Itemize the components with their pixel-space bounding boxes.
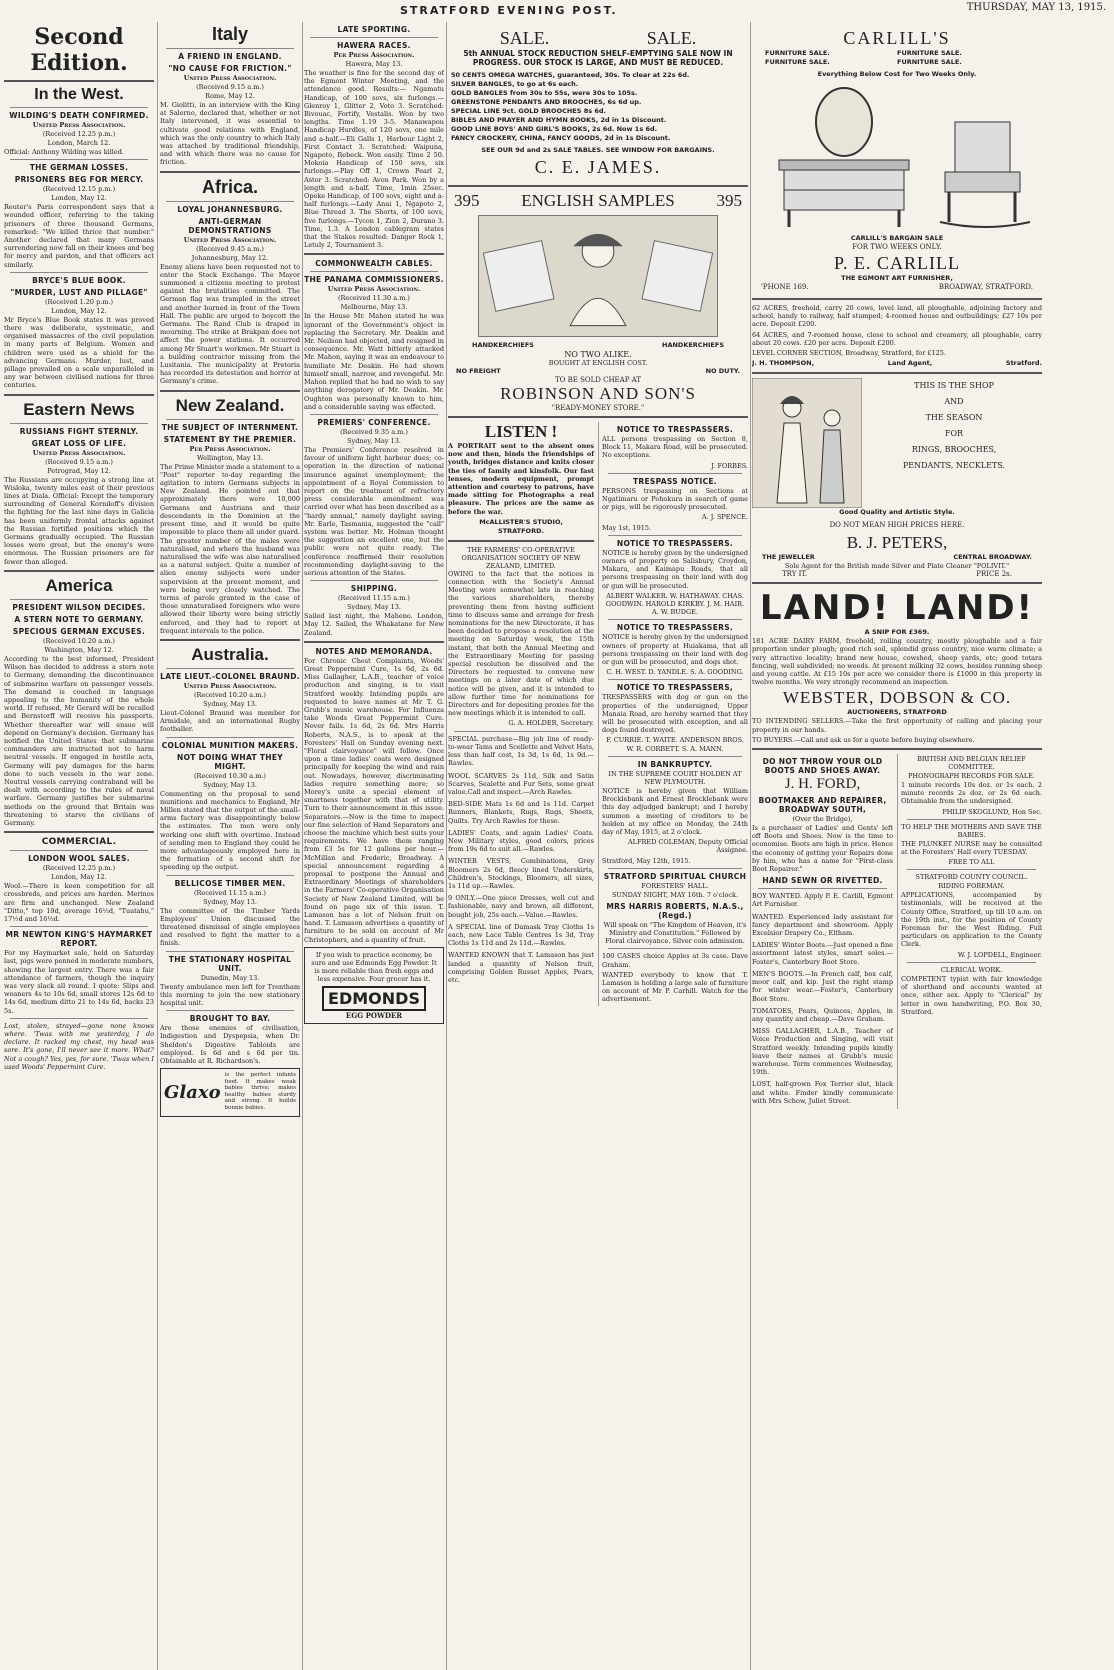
babies-text: THE PLUNKET NURSE may be consulted at the Foresters' Hall every TUESDAY. <box>901 839 1042 857</box>
column-4 <box>448 22 748 1670</box>
thompson-listings <box>752 304 1042 357</box>
section-heading-eastern: Eastern News <box>23 399 135 419</box>
thompson-role: Land Agent, <box>887 359 933 368</box>
notice-heading: NOTICE TO TRESPASSERS, <box>616 683 734 693</box>
notice-sub: IN THE SUPREME COURT HOLDEN AT NEW PLYMOUTH. <box>608 769 742 786</box>
sale-heading: SALE. <box>646 28 697 48</box>
small-ad: 9 ONLY.—One piece Dresses, well cut and fashionable, navy and brown, all different, bought job, 25s each.—Value.—Rawles. <box>448 894 594 919</box>
farmers-sig: G. A. HOLDER, Secretary. <box>508 719 594 728</box>
section-heading-america: America <box>45 575 113 595</box>
headline: RUSSIANS FIGHT STERNLY. <box>19 426 139 436</box>
article-text: The committee of the Timber Yards Employees' Union discussed the threatened dismissal of single employees and resolved to fight the matter to a finish. <box>160 906 300 948</box>
sale-item: GREENSTONE PENDANTS AND BROOCHES, 6s 6d up. <box>451 98 642 106</box>
dressing-table-icon <box>759 82 929 232</box>
edmonds-sub: EGG POWDER <box>345 1010 403 1020</box>
notice-date: Stratford, May 12th, 1915. <box>602 856 691 865</box>
article-text: Sailed last night, the Maheno. London, May 12. Sailed, the Whakatane for New Zealand. <box>304 612 444 637</box>
notice-sig: F. CURRIE. T. WAITE. ANDERSON BROS. W. R. CORBETT. S. A. MANN. <box>606 736 744 753</box>
sale-item: GOOD LINE BOYS' AND GIRL'S BOOKS, 2s 6d. Now 1s 6d. <box>451 125 658 133</box>
shop-illustration-icon <box>752 378 862 508</box>
dateline: Sydney, May 13. <box>203 897 257 906</box>
small-ad: LOST, half-grown Fox Terrier slut, black and white. Finder kindly communicate with Mrs Schow, Juliet Street. <box>752 1080 893 1105</box>
column-rule <box>750 22 751 1670</box>
land-listing: LEVEL CORNER SECTION, Broadway, Stratford, for £125. <box>752 349 946 358</box>
article-text: For my Haymarket sale, held on Saturday last, pigs were penned in moderate numbers, showing the largest entry. There was a fair attendance of farmers, though the inquiry was very slack all round. I quote: Slips and weaners 4s to 10s 6d, small stores 12s 6d to 14s 6d, medium ditto 21 to 14s 6d, backs 23 5s. <box>4 949 154 1015</box>
source: United Press Association. <box>183 681 277 690</box>
headline: LATE LIEUT.-COLONEL BRAUND. <box>160 671 300 681</box>
column-3 <box>304 22 444 1670</box>
price: PRICE 2s. <box>976 570 1012 579</box>
dateline: Dunedin, May 13. <box>200 973 260 982</box>
received: (Received 9.15 a.m.) <box>45 457 113 466</box>
article-text: Twenty ambulance men left for Trentham this morning to join the new stationary hospital unit. <box>160 982 300 1007</box>
dateline: London, May 12. <box>51 873 107 882</box>
notice-heading: IN BANKRUPTCY. <box>637 759 713 769</box>
small-ad: WANTED. Experienced lady assistant for fancy department and showroom. Apply Excelsior Drapery Co., Eltham. <box>752 912 893 938</box>
ford-bridge: (Over the Bridge), <box>792 815 853 824</box>
section-heading-africa: Africa. <box>201 176 259 197</box>
column-rule <box>446 22 447 1670</box>
notice-text: TRESPASSERS with dog or gun on the properties of the undersigned, Upper Manaia Road, are hereby warned that they will be prosecuted with exception, and all dogs found destroyed. <box>602 693 748 735</box>
shop-line: FOR <box>944 429 964 439</box>
notice-heading: TRESPASS NOTICE. <box>633 476 717 486</box>
headline: STATEMENT BY THE PREMIER. <box>163 434 297 444</box>
dateline: Petrograd, May 12. <box>47 466 111 475</box>
shop-line: PENDANTS, NECKLETS. <box>902 461 1006 471</box>
headline: THE PANAMA COMMISSIONERS. <box>304 275 444 285</box>
column-rule <box>302 22 303 1670</box>
received: (Received 12.15 p.m.) <box>42 185 116 194</box>
church-heading: STRATFORD SPIRITUAL CHURCH <box>603 871 747 881</box>
headline: LATE SPORTING. <box>337 25 411 34</box>
article-text: The weather is fine for the second day of the Egmont Winter Meeting, and the attendance good. Results:— Ngamatu Handicap, of 100 sovs, six furlongs.—Glenroy 1, Glitter 2, Voto 3. Scratched: Bivouac, Fortify, Vestalis. Won by two lengths. Time 1.19 3-5. Manawapou Handicap Hurdles, of 120 sovs, one mile and a-half.—Eli Galls 1, Harbour Light 2, First Contact 3. Scratched: Waipuna, Ngapoto, Rebeck. Won easily. Time 2 50. Mokoia Handicap of 150 sovs, six furlongs.—Play Off 1, Crown Pearl 2, Astor 3. Scratched: Avon Park. Won by a length and a-half. Time, 1min 25sec. Opeke Handicap, of 100 sovs, eight and a-half furlongs.—Lady Anai 1, Ngapoto 2, Blue Thread 3. The Shorts, of 100 sovs, five furlongs.—Tycon 1, Zion 2, Durano 3. Time, 1.3. A London cablegram states that the Stakes resulted: Danger Rock 1, Letuly 2, Tournament 3. <box>304 69 444 250</box>
church-speaker: MRS HARRIS ROBERTS, N.A.S., (Regd.) <box>606 901 744 920</box>
james-sale-ad <box>448 25 748 181</box>
glaxo-ad <box>160 1068 300 1117</box>
carlill-ad <box>752 25 1042 294</box>
article-text: Commenting on the proposal to send munitions and mechanics to England, Mr Millen stated that the output of the small-arms factory was disappointingly below the estimates. The men were only working one shift with overtime. Instead of sending men to England they could be more advantageously employed here in the formation of a second shift for speeding up the output. <box>160 789 300 872</box>
small-ad: BED-SIDE Mats 1s 6d and 1s 11d. Carpet Runners, Blankets, Rugs, Rugs, Sheets, Quilts. Try Arch Rawles for these. <box>448 800 594 825</box>
babies-heading: TO HELP THE MOTHERS AND SAVE THE BABIES. <box>901 822 1042 839</box>
article-text: M. Giolitti, in an interview with the King at Salerno, declared that, whether or not Italy intervened, it was essential to cultivate good relations with England, which was the only country to which Italy was attached by traditional friendship, and with which there was no cause for friction. <box>160 101 300 167</box>
article-text: For Chronic Chest Complaints, Woods' Great Peppermint Cure, 1s 6d, 2s 6d. Miss Gallagher, L.A.B., teacher of voice production and singing, is to visit Stratford weekly. Intending pupils are requested to leave names at Mr T. G. Grubb's music warehouse. For Influenza take Woods Great Peppermint Cure. Never fails. 1s 6d, 2s 6d. Mrs Harris Roberts, N.A.S., is to speak at the Foresters' Hall on Sunday evening next. "Floral clairvoyance" will follow. Once upon a time ladies' coats were designed principally for keeping the wind and rain out. Nowadays, however, discriminating ladies require something more; so Morey's unite a special element of smartness together with that of utility. Turn to their announcement in this issue. Separators.—Now is the time to inspect our fine selection of Hand Separators and choose the machine which best suits your requirements. We have them ranging from £3 5s for 12 gallons per hour.—McMillan and Frederic, Broadway. A special announcement regarding a proposal to postpone the Annual and Extraordinary Meetings of shareholders in the Farmers' Co-operative Organisation Society of New Zealand Limited, will be found on page six of this issue. T. Lamason has a lot of Nelson fruit on hand. T. Lamason advertises a quantity of furniture to be sold on account of Mr Christophers, and a quantity of fruit. <box>304 656 444 944</box>
carlill-heading: CARLILL'S <box>843 28 951 48</box>
dateline: Hawera, May 13. <box>345 60 403 68</box>
ford-text: Is a purchaser of Ladies' and Gents' left off Boots and Shoes. Now is the time to economise. Boots are high in price. Hence the economy of getting your Repairs done by him, who has a name for "First-class Boot Repairer." <box>752 824 893 874</box>
james-name: C. E. JAMES. <box>534 157 662 177</box>
source: Per Press Association. <box>189 444 271 453</box>
samples-count: 395 <box>716 191 742 210</box>
article-text: Lieut-Colonel Braund was member for Armidale, and an international Rugby footballer. <box>160 708 300 734</box>
small-ad: LADIES' Coats, and again Ladies' Coats. New Military styles, good colors, prices from 19s 6d to suit all.—Rawles. <box>448 828 594 854</box>
notice-text: NOTICE is hereby given by the undersigned owners of property on Salisbury, Croydon, Makara, and Kaimapu Roads, that all persons trespassing on their land with dog or gun will be prosecuted. <box>602 548 748 590</box>
left-subcolumn <box>448 422 594 1006</box>
church-time: SUNDAY NIGHT, MAY 16th. 7 o'clock. <box>611 890 739 899</box>
article-text: The Russians are occupying a strong line at Wisloka, twenty miles east of their previous lines at Diala. Official: Except the temporary surrounding of General Korniloff's division the fighting for the last nine days in Galicia has been uniformly frontal attacks against the Russian fortified positions which the Germans gradually occupied. The Russian losses were great, but the enemy's were enormous. The Russian prisoners are far fewer than alleged. <box>4 475 154 566</box>
belgian-heading: BRITISH AND BELGIAN RELIEF COMMITTEE. <box>917 755 1026 772</box>
headline: PRESIDENT WILSON DECIDES. <box>12 602 146 612</box>
left-subcolumn <box>752 754 893 1109</box>
samples-heading: ENGLISH SAMPLES <box>521 191 675 210</box>
headline: A STERN NOTE TO GERMANY. <box>14 614 144 624</box>
sale-heading: SALE. <box>499 28 550 48</box>
right-subcolumn <box>897 754 1042 1109</box>
headline: NOT DOING WHAT THEY MIGHT. <box>177 752 283 771</box>
quality: Good Quality and Artistic Style. <box>839 508 955 517</box>
samples-count: 395 <box>454 191 480 210</box>
hk-label: HANDKERCHIEFS <box>662 341 724 349</box>
small-ad: LADIES' Winter Boots.—Just opened a fine assortment latest styles, smart soles.—Foster's, Canterbury Boot Store. <box>752 941 893 966</box>
bargain-heading: CARLILL'S BARGAIN SALE <box>850 234 944 242</box>
headline: THE GERMAN LOSSES. <box>29 163 129 173</box>
small-ad: MEN'S BOOTS.—In French calf, box calf, moor calf, and kip. Just the right stamp for winter wear.—Foster's, Canterbury Boot Store. <box>752 969 893 1003</box>
church-text: Will speak on "The Kingdom of Heaven, it's Ministry and Constitution." Followed by Floral clairvoyance. Silver coin admission. <box>603 920 747 946</box>
article-text: Official: Anthony Wilding was killed. <box>4 148 124 156</box>
thompson-name: J. H. THOMPSON, <box>752 359 815 368</box>
small-ad: WANTED KNOWN that T. Lamason has just landed a quantity of Nelson fruit, comprising Golden Russet Apples, Pears, etc. <box>448 951 594 984</box>
county-sub: RIDING FOREMAN. <box>938 882 1005 891</box>
headline: SPECIOUS GERMAN EXCUSES. <box>12 626 146 636</box>
try-it: TRY IT. <box>782 570 808 579</box>
belgian-text: 1 minute records 10s doz. or 1s each. 2 minute records 2s doz. or 2s 6d each. Obtainable from the undersigned. <box>901 781 1042 806</box>
article-text: The Prime Minister made a statement to a "Post" reporter to-day regarding the agitation to intern Germans subjects in New Zealand. He pointed out that approximately there were 10,000 Germans and Austrians and their descendants in the Dominion at the present time, and it would be quite impossible to place them all under guard. The greater number of the males were naturalised, and where the husband was naturalised the wife was also naturalised as a natural subject. Quite a number of alien enemy subjects were under supervision at the present moment, and were being very closely watched. The terms of parole granted in the case of those unnaturalised foreigners who were allowed their liberty were being strictly enforced, and they had to report at frequent intervals to the police. <box>160 462 300 635</box>
hk-duty: NO DUTY. <box>705 367 740 375</box>
sale-see: SEE OUR 9d and 2s SALE TABLES. SEE WINDOW FOR BARGAINS. <box>481 146 715 154</box>
notice-text: NOTICE is hereby given by the undersigned owners of property at Huiakama, that all persons trespassing on their land with dog or gun will be prosecuted, and dogs shot. <box>602 633 748 667</box>
notice-date: May 1st, 1915. <box>602 523 652 532</box>
source: United Press Association. <box>327 285 421 294</box>
bargain-sub: FOR TWO WEEKS ONLY. <box>852 243 942 251</box>
received: (Received 1.20 p.m.) <box>44 297 114 306</box>
small-ad: WOOL SCARVES 2s 11d, Silk and Satin Scarves, Sealette and Fur Sets, some great value.Call and inspect.—Arch Rawles. <box>448 771 594 796</box>
furniture-sale-label: FURNITURE SALE. <box>897 49 962 57</box>
dateline: Wellington, May 13. <box>196 453 264 462</box>
intending-buyers: TO BUYERS.—Call and ask us for a quote before buying elsewhere. <box>752 735 975 744</box>
headline: COLONIAL MUNITION MAKERS. <box>161 740 299 750</box>
column-2 <box>160 22 300 1670</box>
robinson-name: ROBINSON AND SON'S <box>500 384 696 403</box>
hk-freight: NO FREIGHT <box>456 367 501 375</box>
article-text: Wool.—There is keen competition for all crossbreds, and prices are harden. Merinos are firm and unchanged. New Zealand "Ditto," top 19d, average 16½d, "Tuatahu," 17½d and 16½d. <box>4 882 154 923</box>
dateline: London, May 12. <box>51 194 107 203</box>
source: Per Press Association. <box>333 51 415 59</box>
shop-line: AND <box>944 397 964 407</box>
intending-sellers: TO INTENDING SELLERS.—Take the first opportunity of calling and placing your property in our hands. <box>752 717 1042 734</box>
headline: BROUGHT TO BAY. <box>189 1014 271 1024</box>
article-text: According to the best informed, President Wilson has decided to address a stern note to Germany, demanding the discontinuance of submarine warfare on passenger vessels. The demand is couched in language appealing to the humanity of the whole world. If refused, Mr Gerard will be recalled and Bernstorff will receive his passports. Whether thereafter war will ensue will depend on Germany's decision. Germany has notified the United States that submarine commanders are instructed not to harm neutral vessels. If engaged in hostile acts, Germany will pay damages for the harm done to such vessels in the war zone. Neutral vessels carrying contraband will be dealt with according to the rules of naval warfare. Germany justifies her submarine methods on the ground that Britain was threatening to starve the civilians of Germany. <box>4 654 154 827</box>
sale-item: BIBLES AND PRAYER AND HYMN BOOKS, 2d in 1s Discount. <box>451 116 667 124</box>
county-text: APPLICATIONS, accompanied by testimonials, will be received at the County Office, Stratford, up till 10 a.m. on the 19th inst., for the position of County Foreman for the West Riding. Full particulars on application to the County Clerk. <box>901 891 1042 949</box>
hk-sold: TO BE SOLD CHEAP AT <box>554 376 642 384</box>
clerical-heading: CLERICAL WORK. <box>940 965 1003 974</box>
article-text: Mr Bryce's Blue Book states it was proved there was deliberate, systematic, and organised massacres of the civil population in many parts of Belgium. Women and children were used as a shield for the advancing Germans. Murder, lust, and pillage prevailed on a scale unparalleled in any war between civilised nations for three centuries. <box>4 315 154 390</box>
received: (Received 9.35 a.m.) <box>340 427 408 436</box>
headline: PRISONERS BEG FOR MERCY. <box>14 175 144 185</box>
furniture-sale-label: FURNITURE SALE. <box>765 58 830 66</box>
headline: GREAT LOSS OF LIFE. <box>31 438 127 448</box>
farmers-heading: THE FARMERS' CO-OPERATIVE ORGANISATION SOCIETY OF NEW ZEALAND, LIMITED. <box>461 545 581 570</box>
received: (Received 10.30 a.m.) <box>194 771 266 780</box>
auctioneers: AUCTIONEERS, STRATFORD <box>847 708 947 717</box>
edition-heading: Second Edition. <box>30 24 128 76</box>
small-ads <box>448 735 594 984</box>
article-text: In the House Mr. Mahon stated he was ignorant of the Government's object in replacing the Secretary. Mr. Deakin and Mr. Neilson had objected, and resigned in consequence. Mr. Watt bitterly attacked Mr. Mahon, saying it was an endeavour to humiliate Mr. Deakin. He had shown himself small, narrow, and revengeful. Mr. Mahon replied that he had no wish to say anything derogatory of Mr. Deakin. Mr. Oughton was personally known to him, and a considerable saving was effected. <box>304 312 444 411</box>
headline: MR NEWTON KING'S HAYMARKET REPORT. <box>5 930 153 949</box>
listen-heading: LISTEN ! <box>484 422 558 441</box>
peters-ad <box>752 378 1042 508</box>
notice-heading: NOTICE TO TRESPASSERS. <box>616 425 734 434</box>
received: (Received 12.25 p.m.) <box>42 130 116 138</box>
received: (Received 11.30 a.m.) <box>338 294 410 303</box>
shop-text <box>866 378 1042 508</box>
not-mean: DO NOT MEAN HIGH PRICES HERE. <box>829 521 965 530</box>
masthead-title: STRATFORD EVENING POST. <box>400 4 618 17</box>
source: United Press Association. <box>32 121 126 129</box>
furniture-sale-label: FURNITURE SALE. <box>765 49 830 57</box>
small-ads <box>752 892 893 1105</box>
land-heading: LAND! LAND! <box>759 588 1035 629</box>
section-heading-new-zealand: New Zealand. <box>175 395 285 415</box>
section-heading-west: In the West. <box>34 86 124 103</box>
dateline: Rome, May 12. <box>205 92 255 100</box>
dateline: London, May 12. <box>51 306 107 315</box>
article-text: Reuter's Paris correspondent says that a wounded officer, referring to the taking prisoners of three thousand Germans, remarked: "We killed thrice that number." Another declared that many Germans surrendering now fall on their knees and beg for mercy and pardon, and that officers act similarly. <box>4 203 154 269</box>
notice-heading: NOTICE TO TRESPASSERS. <box>616 538 734 548</box>
belgian-sig: PHILIP SKOGLUND, Hon Sec. <box>942 807 1042 816</box>
small-ad: A SPECIAL line of Damask Tray Cloths 1s each, new Lace Table Centres 1s 3d, Tray Cloths 1s 11d and 2s 11d.—Rawles. <box>448 922 594 948</box>
sale-item: GOLD BANGLES from 30s to 55s, were 30s to 105s. <box>451 89 638 97</box>
column-rule <box>157 22 158 1670</box>
glaxo-text: is the perfect infants food. It makes weak babies thrive; makes healthy babies sturdy and strong. It builds bonnie babies. <box>224 1072 296 1111</box>
county-sig: W. J. LOPDELL, Engineer. <box>957 950 1042 959</box>
headline: PREMIERS' CONFERENCE. <box>317 417 431 427</box>
edmonds-text: If you wish to practice economy, be sure and use Edmonds Egg Powder. It is more reliable than fresh eggs and less expensive. Four grocer has it. <box>311 950 437 984</box>
headline: LOYAL JOHANNESBURG. <box>177 204 283 214</box>
received: (Received 12.25 p.m.) <box>42 864 116 873</box>
article-text: Are those enemies of civilisation, Indigestion and Dyspepsia, when Dr. Sheldon's Digestive Tabloids are employed. Is 6d and s 6d per tin. Obtainable at R. Richardson's. <box>160 1024 300 1066</box>
land-listing: 62 ACRES, freehold, carry 20 cows, level land, all ploughable, adjoining factory and school, handy to railway, half stumped; 4-roomed house and outbuildings; £27 10s per acre. Deposit £200. <box>752 304 1042 329</box>
armchair-icon <box>935 82 1035 232</box>
notice-sig: C. H. WEST. D. YANDLE. S. A. GOODING. <box>606 668 744 677</box>
county-heading: STRATFORD COUNTY COUNCIL. <box>915 873 1028 882</box>
sale-item: 50 CENTS OMEGA WATCHES, guaranteed, 30s. To clear at 22s 6d. <box>451 71 690 79</box>
robinson-sub: "READY-MONEY STORE." <box>551 404 645 412</box>
dateline: Sydney, May 13. <box>347 436 401 445</box>
right-subcolumn <box>598 422 748 1006</box>
snip-text: 181 ACRE DAIRY FARM, freehold, rolling country, mostly ploughable and a fair proportion under plough; good rich soil, splendid grass country, nice warm climate; a very attractive locality; brand new house, cowshed, sheep yards, etc; good totara fencing, well subdivided; no weeds. At present milking 32 cows, besides running sheep and young cattle. At £15 10s per acre we consider there is £1000 in this property in twelve months. We very strongly recommend an inspection. <box>752 637 1042 687</box>
small-ad: WINTER VESTS, Combinations, Grey Bloomers 2s 6d, fleecy lined Underskirts, Children's, Stockings, Bloomers, all sizes, 1s 11d up.—Rawles. <box>448 857 594 890</box>
headline: HAWERA RACES. <box>337 41 411 50</box>
jeweller: THE JEWELLER <box>762 553 815 562</box>
wanted-ad: WANTED everybody to know that T. Lamason is holding a large sale of furniture on account of Mr P. Carhill. Watch for the advertisement. <box>602 970 748 1004</box>
small-ad: TOMATOES, Pears, Quinces, Apples, in any quantity and cheap.—Dave Graham. <box>752 1006 893 1023</box>
furniture-sale-label: FURNITURE SALE. <box>897 58 962 66</box>
hk-alike: NO TWO ALIKE. <box>564 350 632 359</box>
peters-name: B. J. PETERS, <box>846 533 948 553</box>
furniture-sale-grid <box>755 49 1039 67</box>
headline: THE STATIONARY HOSPITAL UNIT. <box>168 954 292 973</box>
received: (Received 11.15 a.m.) <box>338 594 410 603</box>
furniture-illustrations <box>759 82 1035 232</box>
masthead-date: THURSDAY, MAY 13, 1915. <box>966 2 1106 13</box>
hk-bought: BOUGHT AT ENGLISH COST. <box>548 359 648 367</box>
verse-ad: Lost, stolen, strayed—gone none knows where. 'Twas with me yesterday, I do declare. It racked my chest, my head was sore. It's gone, I'll never see it more. What? Not a cough? Yes, yes, for sure. 'Twas when I used Woods' Peppermint Cure. <box>4 1021 154 1071</box>
below-cost: Everything Below Cost for Two Weeks Only. <box>817 70 977 78</box>
ford-name: J. H. FORD, <box>784 776 861 793</box>
notice-heading: NOTICE TO TRESPASSERS. <box>616 623 734 633</box>
lady-illustration-icon <box>479 216 717 336</box>
headline: THE SUBJECT OF INTERNMENT. <box>161 422 299 432</box>
hk-label: HANDKERCHIEFS <box>472 341 534 349</box>
received: (Received 10.20 a.m.) <box>43 636 115 645</box>
headline: BELLICOSE TIMBER MEN. <box>174 878 286 888</box>
received: (Received 11.15 a.m.) <box>194 888 266 897</box>
article-text: The Premiers' Conference resolved in favour of uniform light harbour dues; co-operation in the direction of national insurance against unemployment; the appointment of a Royal Commission to report on the treatment of refractory press considerable amendment was carried over what has been described as a "hardy annual," namely daylight saving. Mr. Earle, Tasmania, suggested the "call" system was better. Mr. Holman thought the suggestion an excellent one, but the public were not quite ready. The conference reaffirmed their resolution recommending daylight-saving to the serious attention of the States. <box>304 445 444 577</box>
sale-item: FANCY CROCKERY, CHINA, FANCY GOODS, 2d in 1s Discount. <box>451 134 671 142</box>
received: (Received 10.20 a.m.) <box>194 690 266 699</box>
shop-line: THIS IS THE SHOP <box>914 381 994 391</box>
source: United Press Association. <box>183 74 277 82</box>
listen-text: A PORTRAIT sent to the absent ones now and then, binds the friendships of youth, bridges distance and knits closer the ties of family and kinsfolk. Our fast lenses, modern equipment, prompt attention and courtesy to patrons, have made sitting for Photographs a real pleasure. The prices are the same as before the war. <box>448 442 594 516</box>
handkerchief-illustration <box>478 215 718 337</box>
land-listing: 64 ACRES, and 7-roomed house, close to school and creamery, all ploughable, carry about 20 cows. £20 per acre. Deposit £200. <box>752 330 1042 347</box>
studio-name: McALLISTER'S STUDIO, <box>479 517 563 526</box>
apples-ad: 100 CASES choice Apples at 3s case. Dave Graham. <box>602 952 748 969</box>
edmonds-ad <box>304 947 444 1024</box>
thompson-place: Stratford. <box>1005 359 1042 368</box>
dateline: Melbourne, May 13. <box>340 303 408 312</box>
notice-text: PERSONS trespassing on Sections at Ngatimaru or Pohokura in search of game or pigs, will be rigorously prosecuted. <box>602 486 748 512</box>
egmont: THE EGMONT ART FURNISHER, <box>841 274 953 282</box>
notice-sig: A. J. SPENCE. <box>701 513 748 522</box>
headline: LONDON WOOL SALES. <box>28 854 130 864</box>
column-1 <box>4 22 154 1670</box>
thompson-footer <box>752 359 1042 368</box>
notice-sig: ALFRED COLEMAN, Deputy Official Assignee. <box>627 838 748 855</box>
ford-role: BOOTMAKER AND REPAIRER, BROADWAY SOUTH, <box>758 796 887 815</box>
sale-items <box>451 71 745 143</box>
headline: "MURDER, LUST AND PILLAGE" <box>10 287 148 297</box>
received: (Received 9.15 a.m.) <box>196 83 264 91</box>
snip: A SNIP FOR £369. <box>864 628 930 637</box>
ford-heels: HAND SEWN OR RIVETTED. <box>762 876 883 886</box>
dateline: London, March 12. <box>47 139 111 147</box>
central: CENTRAL BROADWAY. <box>953 553 1032 562</box>
dateline: Washington, May 12. <box>44 645 114 654</box>
glaxo-logo: Glaxo <box>164 1082 221 1104</box>
source: United Press Association. <box>183 235 277 244</box>
notice-sig: J. FORBES. <box>711 461 748 470</box>
clerical-text: COMPETENT typist with fair knowledge of shorthand and accounts wanted at once, either sex. Apply to "Clerical" by letter in own handwriting, P.O. Box 30, Stratford. <box>901 974 1042 1016</box>
ford-heading: DO NOT THROW YOUR OLD BOOTS AND SHOES AWAY. <box>762 757 883 776</box>
section-heading-commercial: COMMERCIAL. <box>41 837 117 848</box>
dateline: Sydney, May 13. <box>203 780 257 789</box>
source: United Press Association. <box>32 448 126 457</box>
dateline: Sydney, May 13. <box>203 699 257 708</box>
headline: A FRIEND IN ENGLAND. <box>178 52 282 61</box>
notice-sig: ALBERT WALKER. W. HATHAWAY. CHAS. GOODWIN. HAROLD KIRKBY. J. M. HAIR. A. W. BUDGE. <box>605 591 745 617</box>
headline: WILDING'S DEATH CONFIRMED. <box>9 111 149 120</box>
notice-text: NOTICE is hereby given that William Brocklebank and Ernest Brocklebank were this day adjudged bankrupt; and I hereby summon a meeting of creditors to be holden at my office on Monday, the 24th day of May, 1915, at 2 o'clock. <box>602 786 748 836</box>
shop-line: RINGS, BROOCHES, <box>911 445 997 455</box>
headline: "NO CAUSE FOR FRICTION." <box>168 64 292 73</box>
studio-place: STRATFORD. <box>498 526 544 535</box>
dateline: Sydney, May 13. <box>347 603 401 612</box>
headline: SHIPPING. <box>350 584 398 594</box>
sale-subheading: 5th ANNUAL STOCK REDUCTION SHELF-EMPTYING SALE NOW IN PROGRESS. OUR STOCK IS LARGE, AND MUST BE REDUCED. <box>463 49 733 67</box>
headline: NOTES AND MEMORANDA. <box>315 646 433 656</box>
dateline: Johannesburg, May 12. <box>191 253 269 262</box>
notice-text: ALL persons trespassing on Section 8, Block 11, Makara Road, will be prosecuted. No exceptions. <box>602 435 748 460</box>
headline: BRYCE'S BLUE BOOK. <box>32 275 126 285</box>
webster-name: WEBSTER, DOBSON & CO. <box>782 688 1012 708</box>
agent: Sole Agent for the British made Silver and Plate Cleaner "POLIVIT." <box>784 562 1010 571</box>
article-text: Enemy aliens have been requested not to enter the Stock Exchange. The Mayor summoned a citizens meeting to protest against the brutalities committed. The German flag was trampled in the street and another burned in front of the Town Hall. The public are urged to boycott the Germans. The Rand Club is draped in mourning. The strike at Brakpan does not affect the power stations. It occurred among Mr Stuart's workmen. Mr Stuart is a building contractor missing from the Lusitania. The municipality at Pretoria has recorded its detestation and horror at Germany's crime. <box>160 262 300 386</box>
farmers-text: OWING to the fact that the notices in connection with the Society's Annual Meeting were somewhat late in reaching the various shareholders, thereby preventing them from having sufficient time to discuss same and arrange for fresh nominations for the new Directorate, it has been decided to propose a resolution at the meeting on Saturday week, the 15th instant, that both the Annual Meeting and the Extraordinary Meeting for passing special resolution be dissolved and the Directors be requested to convene new meetings on a later date of which due notice will be given, and it is intended to allow further time for nominations for Directors and for depositing proxies for the new meetings which it is intended to call. <box>448 569 594 718</box>
edmonds-logo: EDMONDS <box>322 986 426 1011</box>
belgian-sub: PHONOGRAPH RECORDS FOR SALE. <box>908 772 1035 781</box>
section-heading-italy: Italy <box>211 24 249 44</box>
small-ad: MISS GALLAGHER, L.A.B., Teacher of Voice Production and Singing, will visit Stratford weekly. Intending pupils kindly leave their names at Grubb's music warehouse. Term commences Wednesday, 19th. <box>752 1027 893 1077</box>
church-hall: FORESTERS' HALL. <box>641 881 709 890</box>
phone: 'PHONE 169. <box>761 283 809 291</box>
small-ad: BOY WANTED. Apply P. E. Carlill, Egmont Art Furnisher. <box>752 892 893 909</box>
headline: ANTI-GERMAN DEMONSTRATIONS <box>188 216 272 235</box>
broadway: BROADWAY, STRATFORD. <box>938 283 1033 291</box>
free: FREE TO ALL <box>948 858 995 867</box>
sale-item: SPECIAL LINE 9ct. GOLD BROOCHES 8s 6d. <box>451 107 606 115</box>
section-heading-australia: Australia. <box>191 644 269 664</box>
headline: COMMONWEALTH CABLES. <box>315 259 433 269</box>
sale-item: SILVER BANGLES, to go at 6s each. <box>451 80 579 88</box>
shop-line: THE SEASON <box>925 413 983 423</box>
robinson-ad <box>448 191 748 412</box>
small-ad: SPECIAL purchase—Big job line of ready-to-wear Tams and Scellette and Velvet Hats, less than half cost, 1s 3d, 1s 6d, 1s 9d.—Rawles. <box>448 734 594 768</box>
masthead <box>0 0 1114 22</box>
column-5 <box>752 22 1042 1670</box>
pe-carlill: P. E. CARLILL <box>833 253 960 273</box>
received: (Received 9.45 a.m.) <box>196 244 264 253</box>
